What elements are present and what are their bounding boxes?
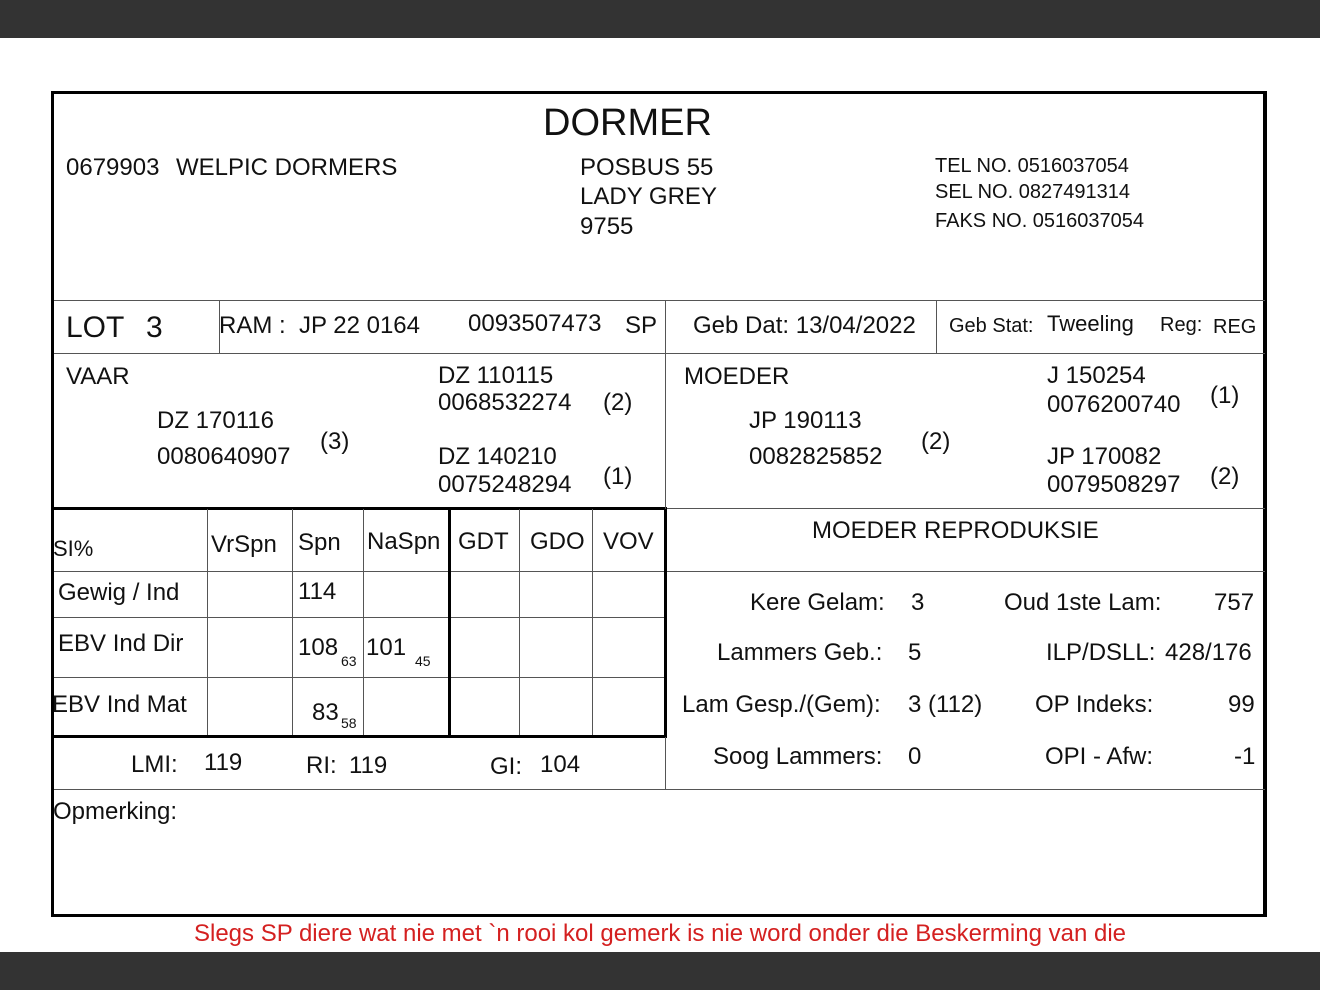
ilp-dsll-label: ILP/DSLL:	[1046, 639, 1156, 666]
ri-value: 119	[349, 752, 388, 779]
dam-sire-id: J 150254	[1047, 362, 1146, 389]
col-divider-2	[292, 509, 293, 735]
ebv-mat-spn-accuracy: 58	[341, 715, 357, 731]
sire-dam-id: DZ 140210	[438, 443, 557, 470]
dam-dam-count: (2)	[1210, 463, 1240, 490]
row-label-ebv-dir: EBV Ind Dir	[58, 630, 184, 657]
divider-table-bottom	[51, 735, 667, 738]
row-label-ebv-mat: EBV Ind Mat	[52, 691, 187, 718]
ram-class: SP	[625, 312, 658, 339]
sire-count: (3)	[320, 428, 350, 455]
kere-gelam-value: 3	[911, 589, 925, 616]
gi-value: 104	[540, 751, 581, 778]
lam-gesp-value: 3 (112)	[908, 691, 983, 718]
row-label-gewig: Gewig / Ind	[58, 579, 180, 606]
header-gdt: GDT	[458, 528, 509, 555]
sire-label: VAAR	[66, 363, 130, 390]
sire-dam-number: 0075248294	[438, 471, 572, 498]
col-divider-3	[363, 509, 364, 735]
protection-notice: Slegs SP diere wat nie met `n rooi kol gemerk is nie word onder die Beskerming van die	[193, 920, 1126, 947]
dam-dam-number: 0079508297	[1047, 471, 1181, 498]
reg-value: REG	[1213, 316, 1257, 338]
divider-table-header	[54, 571, 1265, 572]
divider-pedigree-right	[666, 508, 1265, 509]
op-indeks-value: 99	[1228, 691, 1255, 718]
ri-label: RI:	[306, 752, 337, 779]
gi-label: GI:	[490, 753, 523, 780]
col-divider-5	[519, 509, 520, 735]
tel-number: TEL NO. 0516037054	[935, 155, 1129, 177]
ebv-dir-spn-value: 108	[298, 634, 339, 661]
address-line-1: POSBUS 55	[580, 154, 714, 181]
divider-header	[54, 300, 1265, 301]
sire-sire-count: (2)	[603, 389, 633, 416]
sire-sire-id: DZ 110115	[438, 362, 554, 389]
breeder-name: WELPIC DORMERS	[176, 154, 398, 181]
address-line-3: 9755	[580, 213, 634, 240]
lammers-geb-value: 5	[908, 639, 922, 666]
birth-status-label: Geb Stat:	[949, 315, 1034, 337]
divider-row1	[54, 617, 666, 618]
reproduction-title: MOEDER REPRODUKSIE	[812, 517, 1099, 544]
lot-label: LOT	[66, 311, 125, 344]
divider-date-status	[936, 300, 937, 353]
ebv-dir-naspn-accuracy: 45	[415, 653, 431, 669]
dam-id: JP 190113	[749, 407, 862, 434]
op-indeks-label: OP Indeks:	[1035, 691, 1154, 718]
top-frame-bar	[0, 0, 1320, 38]
remarks-label: Opmerking:	[53, 798, 178, 825]
breed-title: DORMER	[543, 102, 712, 144]
col-divider-thick	[448, 509, 451, 737]
birth-date: Geb Dat: 13/04/2022	[693, 312, 916, 339]
oud-1ste-lam-label: Oud 1ste Lam:	[1004, 589, 1162, 616]
gewig-spn-value: 114	[298, 578, 337, 605]
soog-lammers-value: 0	[908, 743, 922, 770]
opi-afw-value: -1	[1234, 743, 1256, 770]
header-vrspn: VrSpn	[211, 531, 277, 558]
dam-sire-number: 0076200740	[1047, 391, 1181, 418]
soog-lammers-label: Soog Lammers:	[713, 743, 883, 770]
header-gdo: GDO	[530, 528, 585, 555]
divider-lot-row	[54, 353, 1265, 354]
ebv-dir-naspn-value: 101	[366, 634, 407, 661]
header-vov: VOV	[603, 528, 654, 555]
ilp-dsll-value: 428/176	[1165, 639, 1252, 666]
oud-1ste-lam-value: 757	[1214, 589, 1255, 616]
divider-pedigree-left	[51, 507, 667, 510]
lmi-value: 119	[204, 749, 243, 776]
ebv-dir-spn-accuracy: 63	[341, 653, 357, 669]
col-divider-6	[592, 509, 593, 735]
header-spn: Spn	[298, 529, 341, 556]
ram-reg-number: 0093507473	[468, 310, 602, 337]
sire-id: DZ 170116	[157, 407, 274, 434]
kere-gelam-label: Kere Gelam:	[750, 589, 885, 616]
dam-count: (2)	[921, 428, 951, 455]
birth-status: Tweeling	[1047, 311, 1134, 336]
sel-number: SEL NO. 0827491314	[935, 181, 1130, 203]
dam-dam-id: JP 170082	[1047, 443, 1162, 470]
sire-dam-count: (1)	[603, 463, 633, 490]
lot-number: 3	[146, 311, 163, 344]
reg-label: Reg:	[1160, 314, 1203, 336]
sire-sire-number: 0068532274	[438, 389, 572, 416]
lammers-geb-label: Lammers Geb.:	[717, 639, 883, 666]
lmi-label: LMI:	[131, 751, 178, 778]
ebv-mat-spn-value: 83	[312, 699, 339, 726]
bottom-frame-bar	[0, 952, 1320, 990]
opi-afw-label: OPI - Afw:	[1045, 743, 1154, 770]
dam-sire-count: (1)	[1210, 382, 1240, 409]
sire-number: 0080640907	[157, 443, 291, 470]
ram-label: RAM :	[219, 312, 286, 339]
breeder-number: 0679903	[66, 154, 160, 181]
ram-id: JP 22 0164	[299, 312, 420, 339]
faks-number: FAKS NO. 0516037054	[935, 210, 1145, 232]
col-divider-1	[207, 509, 208, 735]
dam-label: MOEDER	[684, 363, 790, 390]
address-line-2: LADY GREY	[580, 183, 717, 210]
divider-row2	[54, 677, 666, 678]
dam-number: 0082825852	[749, 443, 883, 470]
divider-indices	[54, 789, 1265, 790]
header-naspn: NaSpn	[367, 528, 441, 555]
header-si-percent: SI%	[53, 536, 94, 561]
col-divider-right-thick	[664, 509, 667, 737]
lam-gesp-label: Lam Gesp./(Gem):	[682, 691, 881, 718]
